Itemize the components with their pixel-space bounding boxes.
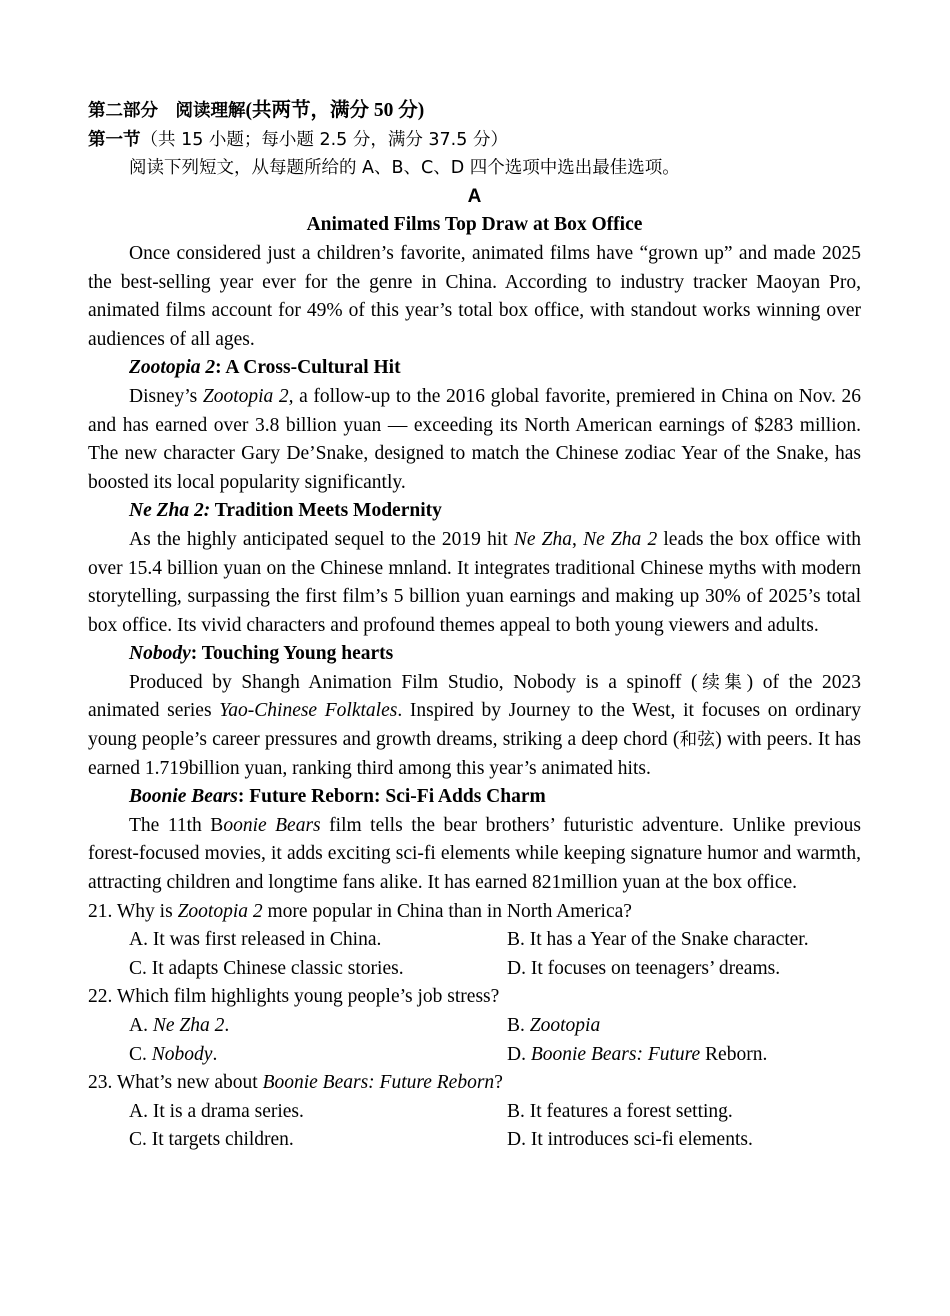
part-score: (共两节，满分 50 分) — [245, 100, 425, 121]
subheading-rest: : A Cross-Cultural Hit — [215, 357, 401, 379]
option-21-a[interactable]: A. It was first released in China. — [129, 929, 382, 951]
option-23-a[interactable]: A. It is a drama series. — [129, 1100, 304, 1122]
subheading-nezha — [88, 497, 861, 526]
section-detail: （共 15 小题；每小题 2.5 分，满分 37.5 分） — [140, 129, 508, 150]
exam-page — [88, 97, 861, 1155]
option-text-italic: Boonie Bears: Future — [530, 1043, 701, 1065]
text-run: 23. What’s new about — [88, 1072, 263, 1094]
question-23-stem — [88, 1069, 861, 1098]
paragraph-nobody — [88, 669, 861, 783]
option-text-italic: Nobody — [151, 1043, 213, 1065]
subheading-boonie — [88, 783, 861, 812]
text-run-italic: Ne Zha — [513, 528, 573, 550]
text-run-italic: Ne Zha 2 — [583, 528, 658, 550]
subheading-italic: Ne Zha 2: — [129, 500, 211, 522]
question-22-options — [88, 1012, 861, 1069]
part-heading — [88, 97, 861, 126]
text-run: The 11th B — [129, 814, 224, 836]
section-title: 第一节 — [88, 129, 141, 150]
option-text-italic: Ne Zha 2 — [152, 1015, 225, 1036]
option-22-b[interactable] — [507, 1012, 861, 1041]
option-21-b[interactable]: B. It has a Year of the Snake character. — [507, 929, 809, 951]
option-letter: D. — [507, 1043, 531, 1065]
text-run-italic: Zootopia 2 — [177, 900, 263, 922]
option-21-d[interactable]: D. It focuses on teenagers’ dreams. — [507, 957, 781, 979]
subheading-zootopia — [88, 354, 861, 383]
passage-title: Animated Films Top Draw at Box Office — [306, 214, 643, 236]
option-letter: B. — [507, 1015, 530, 1036]
text-run-italic: Yao-Chinese Folktales — [219, 700, 398, 722]
gloss-cn: 和弦 — [679, 730, 716, 751]
option-23-d[interactable]: D. It introduces sci-fi elements. — [507, 1129, 753, 1151]
gloss-cn: 续集 — [697, 672, 747, 693]
text-run: more popular in China than in North America? — [262, 900, 632, 922]
option-text: . — [212, 1043, 218, 1065]
option-22-c[interactable] — [129, 1041, 507, 1070]
option-letter: C. — [129, 1043, 152, 1065]
subheading-rest: Tradition Meets Modernity — [210, 500, 442, 522]
question-21-options — [88, 926, 861, 983]
instruction: 阅读下列短文，从每题所给的 A、B、C、D 四个选项中选出最佳选项。 — [129, 158, 680, 179]
question-23-options — [88, 1098, 861, 1155]
option-text-italic: Zootopia — [529, 1015, 601, 1036]
paragraph-zootopia — [88, 383, 861, 497]
subheading-rest: : Touching Young hearts — [190, 643, 394, 665]
option-22-a[interactable] — [129, 1012, 507, 1041]
part-title: 第二部分 阅读理解 — [88, 101, 246, 121]
subheading-nobody — [88, 640, 861, 669]
text-run: film tells the bear brothers’ futuristic adventure. Unlike previous forest-focused movies, it adds exciting sci-fi elements while keeping signature humor and warmth, attracting children and longtime fans alike. It has earned 821million yuan at the box office. — [88, 814, 861, 894]
section-heading — [88, 126, 861, 155]
text-run: As the highly anticipated sequel to the 2019 hit — [129, 528, 514, 550]
text-run: ? — [494, 1072, 503, 1094]
text-run: 21. Why is — [88, 900, 178, 922]
option-22-d[interactable] — [507, 1041, 861, 1070]
text-run-italic: Zootopia 2, — [202, 385, 294, 407]
paragraph-boonie — [88, 812, 861, 898]
text-run: leads the box office with over 15.4 billion yuan on the Chinese mnland. It integrates traditional Chinese myths with modern storytelling, surpassing the first film’s 5 billion yuan earnings and making up 30% of 2025’s total box office. Its vivid characters and profound themes appeal to both young viewers and adults. — [88, 528, 861, 636]
intro-paragraph: Once considered just a children’s favorite, animated films have “grown up” and made 2025 the best-selling year ever for the genre in China. According to industry tracker Maoyan Pro, animated films account for 49% of this year’s total box office, with standout works winning over audiences of all ages. — [88, 242, 861, 350]
passage-letter-text: A — [467, 185, 482, 207]
text-run-italic: oonie Bears — [223, 814, 321, 836]
passage-letter — [88, 183, 861, 212]
option-21-c[interactable]: C. It adapts Chinese classic stories. — [129, 957, 404, 979]
paragraph-nezha — [88, 526, 861, 640]
text-run: ) of the 2023 animated series — [88, 671, 862, 722]
option-text: Reborn. — [700, 1043, 768, 1065]
subheading-italic: Boonie Bears — [129, 786, 238, 808]
text-run: Produced by Shangh Animation Film Studio, Nobody is a spinoff ( — [129, 671, 698, 693]
subheading-rest: : Future Reborn: Sci-Fi Adds Charm — [237, 786, 546, 808]
text-run-italic: Boonie Bears: Future Reborn — [262, 1072, 495, 1094]
option-letter: A. — [129, 1015, 153, 1036]
option-23-c[interactable]: C. It targets children. — [129, 1129, 294, 1151]
text-run: , — [572, 528, 584, 550]
text-run: ) with peers. It has earned 1.719billion yuan, ranking third among this year’s animated hits. — [88, 729, 861, 779]
subheading-italic: Nobody — [129, 643, 191, 665]
option-text: . — [224, 1015, 230, 1036]
text-run: . Inspired by Journey to the West, it focuses on ordinary young people’s career pressures and growth dreams, striking a deep chord ( — [88, 700, 862, 751]
text-run: Disney’s — [129, 385, 203, 407]
option-23-b[interactable]: B. It features a forest setting. — [507, 1100, 733, 1122]
question-22-stem: 22. Which film highlights young people’s job stress? — [88, 986, 500, 1008]
text-run: a follow-up to the 2016 global favorite, premiered in China on Nov. 26 and has earned over 3.8 billion yuan — exceeding its North American earnings of $283 million. The new character Gary De’Snake, designed to match the Chinese zodiac Year of the Snake, has boosted its local popularity significantly. — [88, 385, 861, 493]
question-21-stem — [88, 898, 861, 927]
subheading-italic: Zootopia 2 — [129, 357, 216, 379]
